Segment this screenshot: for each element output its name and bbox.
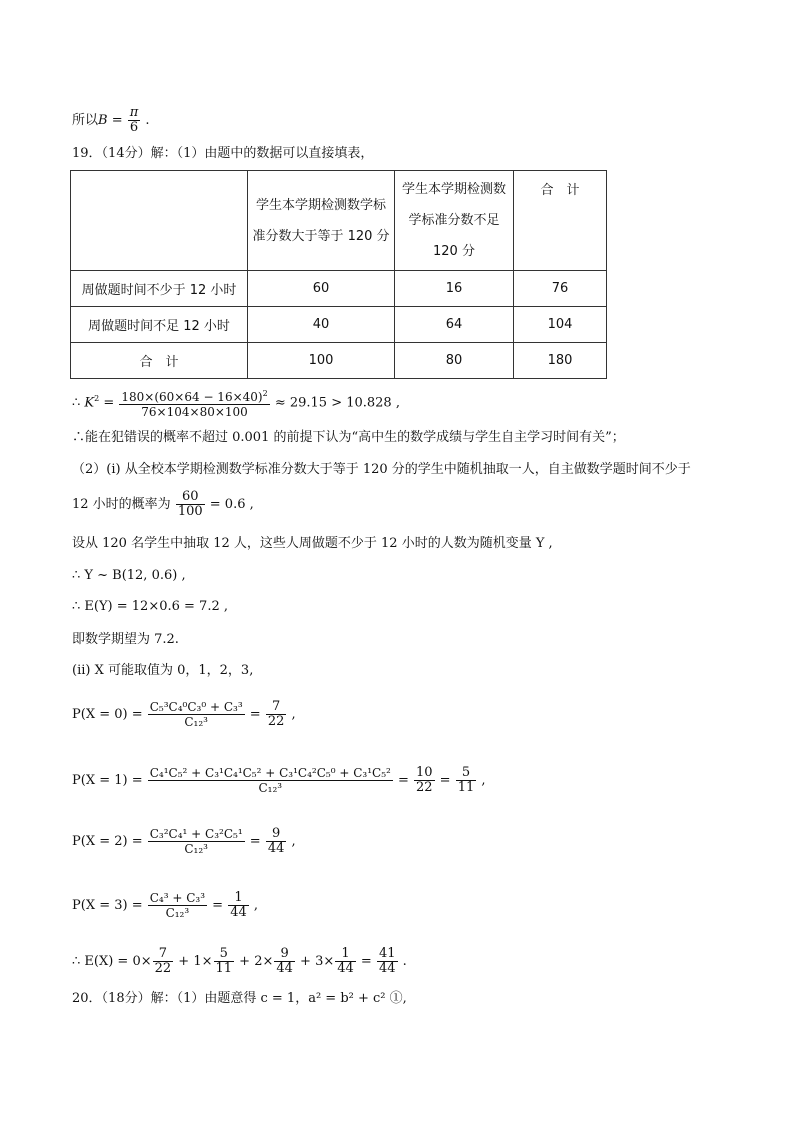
k2-fraction: $\frac{180\times(60\times 64 - 16\times 40)^2}{76\times 104\times 80\times 100}$ — [121, 389, 268, 419]
x-values-line: (ii) X 可能取值为 0，1，2，3, — [72, 663, 254, 678]
part2-line-a: （2）(i) 从全校本学期检测数学标准分数大于等于 120 分的学生中随机抽取一人，自主做数学题时间不少于 — [72, 462, 691, 477]
table-cell: 80 — [395, 343, 514, 379]
conclusion-line: ∴能在犯错误的概率不超过 0.001 的前提下认为“高中生的数学成绩与学生自主学习时间有关”； — [72, 430, 625, 445]
table-header-corner — [71, 171, 248, 271]
expectation-x-formula: ∴ E(X) = 0× $\frac{7}{22}$ + 1× $\frac{5}{11}$ + 2× $\frac{9}{44}$ + 3× $\frac{1}{44}$ = $\frac{41}{44}$ . — [72, 946, 407, 976]
table-header-col1: 学生本学期检测数学标 准分数大于等于 120 分 — [248, 171, 395, 271]
table-cell: 100 — [248, 343, 395, 379]
table-cell: 16 — [395, 271, 514, 307]
table-cell: 周做题时间不足 12 小时 — [71, 307, 248, 343]
px0-formula: P(X = 0) = $\frac{\text{C₅³C₄⁰C₃⁰ + C₃³}}{\text{C₁₂³}}$ = $\frac{7}{22}$ , — [72, 699, 296, 729]
table-row — [71, 271, 607, 307]
table-cell: 76 — [514, 271, 607, 307]
fraction-pi-6: $\frac{\pi}{6}$ — [129, 105, 139, 135]
expectation-result-line: 即数学期望为 7.2. — [72, 632, 179, 647]
table-cell: 60 — [248, 271, 395, 307]
random-variable-line: 设从 120 名学生中抽取 12 人，这些人周做题不少于 12 小时的人数为随机变量 Y , — [72, 536, 553, 551]
fraction-60-100: $\frac{60}{100}$ — [177, 489, 203, 519]
part2-line-b: 12 小时的概率为 $\frac{60}{100}$ = 0.6 , — [72, 489, 254, 519]
table-header-total: 合 计 — [514, 171, 607, 271]
table-header-col2: 学生本学期检测数 学标准分数不足 120 分 — [395, 171, 514, 271]
expectation-y-line: ∴ E(Y) = 12×0.6 = 7.2 , — [72, 599, 228, 614]
table-cell: 180 — [514, 343, 607, 379]
binomial-line: ∴ Y ~ B(12, 0.6) , — [72, 568, 186, 583]
table-row — [71, 307, 607, 343]
q20-heading: 20．（18分）解：（1）由题意得 c = 1，a² = b² + c² ①, — [72, 991, 407, 1006]
contingency-table — [70, 170, 607, 379]
px1-formula: P(X = 1) = $\frac{\text{C₄¹C₅² + C₃¹C₄¹C₅² + C₃¹C₄²C₅⁰ + C₃¹C₅²}}{\text{C₁₂³}}$ = $\frac{10}{22}$ = $\frac{5}{11}$ , — [72, 765, 486, 795]
table-cell: 合 计 — [71, 343, 248, 379]
px3-formula: P(X = 3) = $\frac{\text{C₄³ + C₃³}}{\text{C₁₂³}}$ = $\frac{1}{44}$ , — [72, 890, 259, 920]
table-row — [71, 343, 607, 379]
px2-formula: P(X = 2) = $\frac{\text{C₃²C₄¹ + C₃²C₅¹}}{\text{C₁₂³}}$ = $\frac{9}{44}$ , — [72, 826, 296, 856]
table-cell: 104 — [514, 307, 607, 343]
q19-heading: 19．（14分）解：（1）由题中的数据可以直接填表， — [72, 146, 374, 161]
k2-formula: ∴ $K^2$ = $\frac{180\times(60\times 64 - 16\times 40)^2}{76\times 104\times 80\times 100}$ ≈ 29.15 > 10.828 , — [72, 389, 400, 419]
table-cell: 64 — [395, 307, 514, 343]
line-b-value: 所以B = $\frac{\pi}{6}$ . — [72, 105, 150, 135]
table-cell: 周做题时间不少于 12 小时 — [71, 271, 248, 307]
table-header-row — [71, 171, 607, 271]
table-cell: 40 — [248, 307, 395, 343]
